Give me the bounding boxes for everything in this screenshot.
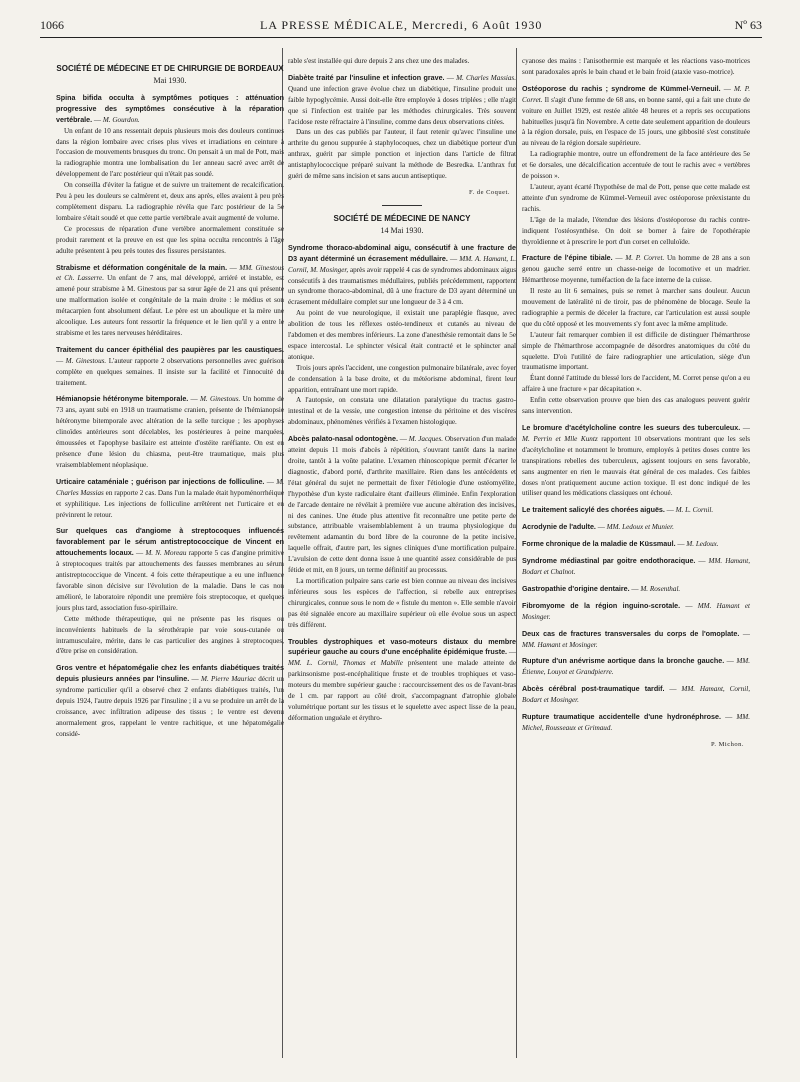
article-author: M. P. Corret.	[522, 84, 750, 104]
article: Rupture d'un anévrisme aortique dans la bronche gauche. — MM. Étienne, Louyot et Grandpierre.	[522, 657, 750, 677]
article-title: Troubles dystrophiques et vaso-moteurs distaux du membre supérieur gauche au cours d'une encéphalite épidémique fruste.	[288, 637, 516, 657]
article: Traitement du cancer épithélial des paupières par les caustiques. — M. Ginestous. L'auteur rapporte 2 observations personnelles avec guérison complète en quelques semaines. Il insiste sur la facilité et l'innocuité du traitement.	[56, 345, 284, 387]
article: Rupture traumatique accidentelle d'une hydronéphrose. — MM. Michel, Rousseaux et Grimaud.	[522, 713, 750, 732]
page-number: 1066	[40, 18, 64, 32]
paragraph: On conseilla d'éviter la fatigue et de suivre un traitement de recalcification. Peu à peu les douleurs se calmèrent et, deux ans après, elles avaient à peu près complètement disparu. La radiographie révéla que l'arc postérieur de la 5e lombaire s'était soudé et que cette partie vertébrale avait augmenté de volume.	[56, 181, 284, 222]
article-author: M. Jacques.	[408, 435, 444, 444]
article: Ostéoporose du rachis ; syndrome de Kümmel-Verneuil. — M. P. Corret. Il s'agit d'une femme de 68 ans, en bonne santé, qui a fait une chute de voiture en Juillet 1929, est restée alitée 48 heures et a repris ses occupations habituelles jusqu'à fin Novembre. A cette date seulement apparition de douleurs à la région dorsale, puis, en l'espace de 15 jours, une gibbosité s'est constituée au niveau de la région dorsale supérieure. La radiographie montre, outre un effondrement de la face antérieure des 5e et 6e dorsales, une décalcification accentuée de tout le rachis avec « vertèbres de poisson ». L'auteur, ayant écarté l'hypothèse de mal de Pott, pense que cette malade est atteinte d'un syndrome de Kümmel-Verneuil avec ostéoporose préexistante du rachis. L'âge de la malade, l'étendue des lésions d'ostéoporose du rachis contre-indiquent l'ostéosynthèse. On doit se borner à faire de l'opothérapie thyroïdienne et à prescrire le port d'un corset en celluloïde.	[522, 84, 750, 246]
paragraph: L'auteur, ayant écarté l'hypothèse de mal de Pott, pense que cette malade est atteinte d'un syndrome de Kümmel-Verneuil avec ostéoporose préexistante du rachis.	[522, 182, 750, 213]
article: Acrodynie de l'adulte. — MM. Ledoux et Munier.	[522, 523, 674, 532]
article-author: M. Rosenthal.	[640, 584, 681, 593]
article-title: Diabète traité par l'insuline et infection grave.	[288, 73, 445, 82]
session-date: Mai 1930.	[153, 76, 187, 85]
article-author: M. N. Moreau	[145, 549, 187, 558]
session-date: 14 Mai 1930.	[380, 225, 424, 235]
article: Troubles dystrophiques et vaso-moteurs distaux du membre supérieur gauche au cours d'une encéphalite épidémique fruste. — MM. L. Cornil, Thomas et Mabille présentent une malade atteinte de parkinsonisme post-encéphalitique fruste et de troubles trophiques et vaso-moteurs du membre supérieur gauche : raccourcissement des os de l'avant-bras de 1 cm. par rapport au côté droit, s'accompagnant d'atrophie globale volumétrique portant sur les tissus et le squelette avec aspect lisse de la peau, déformation unguéale et érythro-	[288, 637, 516, 722]
article-author: MM. Ginestous et Ch. Lasserre.	[56, 263, 284, 283]
article: Fracture de l'épine tibiale. — M. P. Corret. Un homme de 28 ans a son genou gauche serré entre un chasse-neige de locomotive et un madrier. Hémarthrose moyenne, tuméfaction de la face interne de la cuisse. Il reste au lit 6 semaines, puis se remet à marcher sans douleur. Aucun mouvement de latéralité ni de tiroir, pas de phénomène de blocage. Seule la radiographie a permis de déceler la fracture, car l'articulation est aussi souple que du côté opposé et les mouvements s'y font avec la même amplitude. L'auteur fait remarquer combien il est difficile de distinguer l'hémarthrose simple de l'hémarthrose accompagnée de désordres anatomiques du côté du squelette. D'où l'utilité de faire radiographier une articulation, siège d'un traumatisme important. Étant donné l'attitude du blessé lors de l'accident, M. Corret pense qu'on a eu affaire à une fracture « par décapitation ». Enfin cette observation prouve que bien des cas analogues peuvent guérir sans intervention.	[522, 254, 750, 416]
article: Syndrome médiastinal par goitre endothoracique. — MM. Hamant, Bodart et Chalnot.	[522, 557, 750, 576]
paragraph: décrit un syndrome particulier qu'il a observé chez 2 enfants diabétiques traités, l'un depuis 1924, l'autre depuis 1926 par l'insuline ; il a vu se produire un arrêt de la croissance, avec infiltration adipeuse des tissus ; le ventre est devenu anormalement gros, rappelant le ventre rachitique, et une hépatomégalie considé-	[56, 675, 284, 738]
paragraph: Étant donné l'attitude du blessé lors de l'accident, M. Corret pense qu'on a eu affaire à une fracture « par décapitation ».	[522, 374, 750, 394]
paragraph: Il s'agit d'une femme de 68 ans, en bonne santé, qui a fait une chute de voiture en Juillet 1929, est restée alitée 48 heures et a repris ses occupations habituelles jusqu'à fin Novembre. A cette date seulement apparition de douleurs à la région dorsale, puis, en l'espace de 15 jours, une gibbosité s'est constituée au niveau de la région dorsale supérieure.	[522, 95, 750, 148]
column-1	[56, 56, 284, 1056]
column-3	[522, 56, 750, 1056]
signature: F. de Coquet.	[468, 188, 510, 196]
society-heading: SOCIÉTÉ DE MÉDECINE DE NANCY	[333, 213, 471, 223]
article-author: M. Gourdon.	[102, 115, 140, 124]
paragraph: Enfin cette observation prouve que bien des cas analogues peuvent guérir sans intervention.	[522, 396, 750, 416]
header-rule	[40, 37, 762, 38]
article-author: MM. Ledoux et Munier.	[606, 523, 674, 532]
article-title: Abcès palato-nasal odontogène.	[288, 435, 398, 444]
article-author: M. Ledoux.	[686, 540, 719, 549]
paragraph: A l'autopsie, on constata une dilatation paralytique du tractus gastro-intestinal et de la vessie, une congestion intense du péritoine et des viscères abdominaux, phénomènes vérifiés à l'examen histologique.	[288, 396, 516, 427]
paragraph: Un enfant de 7 ans, mal développé, arriéré et instable, est amené pour strabisme à M. Ginestous par sa sœur âgée de 21 ans qui présente une malformation isolée et congénitale de la main droite : le médius et son métacarpien font absolument défaut. Le père est un aboulique et la mère une alcoolique. Les auteurs font ressortir la fréquence et le lien qu'il y a entre le strabisme et les tares nerveuses héréditaires.	[56, 274, 284, 337]
article	[288, 56, 516, 67]
column-divider	[516, 48, 517, 1058]
article	[522, 56, 750, 78]
article: Strabisme et déformation congénitale de la main. — MM. Ginestous et Ch. Lasserre. Un enfant de 7 ans, mal développé, arriéré et instable, est amené pour strabisme à M. Ginestous par sa sœur âgée de 21 ans qui présente une malformation isolée et congénitale de la main droite : le médius et son métacarpien font absolument défaut. Le père est un aboulique et la mère une alcoolique. Les auteurs font ressortir la fréquence et le lien qu'il y a entre le strabisme et les tares nerveuses héréditaires.	[56, 263, 284, 337]
paragraph: Observation d'un malade atteint depuis 11 mois d'abcès à répétition, s'ouvrant tantôt dans la narine droite, tantôt à la voûte palatine. L'examen rhinoscopique permit d'écarter le diagnostic, d'abord porté, d'arthrite maxillaire. Rien dans les antécédents et l'état général du sujet ne permettait de fixer l'étiologie d'une ostéomyélite, l'hypothèse d'un kyste radiculaire étant d'ailleurs éliminée. Enfin l'exploration de l'arcade dentaire ne révélait à première vue aucune altération des incisives, ni des canines. Une étude plus attentive fit reconnaître une petite perte de substance, attribuable vraisemblablement à un trauma physiologique du revêtement adamantin du bord libre de la couronne de la petite incisive, laquelle offrait, d'autre part, les signes cliniques d'une mortification pulpaire. L'avulsion de cette dent donna issue à une quantité assez considérable de pus fétide et mit, en 8 jours, un terme définitif au processus.	[288, 435, 516, 575]
article-title: Abcès cérébral post-traumatique tardif.	[522, 685, 665, 694]
article: Forme chronique de la maladie de Küssmaul. — M. Ledoux.	[522, 540, 719, 549]
article: Gros ventre et hépatomégalie chez les enfants diabétiques traités depuis plusieurs années par l'insuline. — M. Pierre Mauriac décrit un syndrome particulier qu'il a observé chez 2 enfants diabétiques traités, l'un depuis 1924, l'autre depuis 1926 par l'insuline ; il a vu se produire un arrêt de la croissance, avec infiltration adipeuse des tissus ; le ventre est devenu anormalement gros, rappelant le ventre rachitique, et une hépatomégalie considé-	[56, 664, 284, 738]
paragraph: Trois jours après l'accident, une congestion pulmonaire bilatérale, avec foyer de condensation à la base droite, et du météorisme abdominal, firent leur apparition, entraînant une mort rapide.	[288, 363, 516, 394]
article-title: Syndrome thoraco-abdominal aigu, consécutif à une fracture de D3 ayant déterminé un écrasement médullaire.	[288, 243, 516, 263]
page-header	[40, 18, 762, 36]
column-2	[288, 56, 516, 1056]
journal-title: LA PRESSE MÉDICALE, Mercredi, 6 Août 1930	[260, 18, 543, 32]
paragraph: L'auteur rapporte 2 observations personnelles avec guérison complète en quelques semaines. Il insiste sur la facilité et l'innocuité du traitement.	[56, 356, 284, 387]
article: Syndrome thoraco-abdominal aigu, consécutif à une fracture de D3 ayant déterminé un écrasement médullaire. — MM. A. Hamant, L. Cornil, M. Mosinger, après avoir rappelé 4 cas de syndromes abdominaux aigus consécutifs à des traumatismes médullaires, publiés précédemment, rapportent un syndrome thoraco-abdominal, dû à une fracture de D3 ayant déterminé un écrasement médullaire complet sur une longueur de 3 à 4 cm. Au point de vue neurologique, il existait une paraplégie flasque, avec abolition de tous les réflexes ostéo-tendineux et cutanés au niveau de l'abdomen et des membres inférieurs. La zone d'anesthésie remontait dans le 5e espace intercostal. Le sphincter vésical était contracté et le sphincter anal atonique. Trois jours après l'accident, une congestion pulmonaire bilatérale, avec foyer de condensation à la base droite, et du météorisme abdominal, firent leur apparition, entraînant une mort rapide. A l'autopsie, on constata une dilatation paralytique du tractus gastro-intestinal et de la vessie, une congestion intense du péritoine et des viscères abdominaux, phénomènes vérifiés à l'examen histologique.	[288, 243, 516, 427]
paragraph: présentent une malade atteinte de parkinsonisme post-encéphalitique fruste et de troubles trophiques et vaso-moteurs du membre supérieur gauche : raccourcissement des os de l'avant-bras de 1 cm. par rapport au côté droit, s'accompagnant d'atrophie globale volumétrique portant sur les tissus et le squelette avec aspect lisse de la peau, déformation unguéale et érythro-	[288, 659, 516, 722]
article-author: MM. Hamant, Bodart et Chalnot.	[522, 557, 750, 576]
article: Gastropathie d'origine dentaire. — M. Rosenthal.	[522, 584, 681, 593]
article-author: M. Pierre Mauriac	[201, 675, 256, 684]
article: Abcès cérébral post-traumatique tardif. — MM. Hamant, Cornil, Bodart et Mosinger.	[522, 685, 750, 705]
article-author: MM. Hamant et Mosinger.	[522, 601, 750, 621]
paragraph: Un homme de 73 ans, ayant subi en 1918 un traumatisme cranien, présente de l'hémianopsie hétéronyme bitemporale avec altération de la selle turcique ; les apophyses clinoïdes antérieures sont décelables, les postérieures à peine marquées, émoussées et l'apophyse basilaire est atteinte d'ostéite raréfiante. On est en présence d'une lésion du chiasma, peut-être traumatique, mais plus vraisemblablement néoplasique.	[56, 395, 284, 469]
society-heading: SOCIÉTÉ DE MÉDECINE ET DE CHIRURGIE DE BORDEAUX	[56, 64, 284, 73]
article-title: Le bromure d'acétylcholine contre les sueurs des tuberculeux.	[522, 424, 741, 432]
article-author: M. Charles Massias.	[456, 73, 516, 82]
article: Le bromure d'acétylcholine contre les sueurs des tuberculeux. — M. Perrin et Mlle Kuntz rapportent 10 observations montrant que les sels d'acétylcholine et notamment le bromure, employés à petites doses contre les transpirations rebelles des tuberculeux, agissent toujours en sens favorable, sans augmenter en rien le mauvais état général de ces malades. Ces faibles doses n'ont pratiquement aucune action toxique. Il est donc indiqué de les utiliser quand les médications classiques ont échoué.	[522, 424, 750, 498]
paragraph: Ce processus de réparation d'une vertèbre anormalement constituée se produit rarement et la preuve en est que les spina occulta rencontrés à l'âge adulte présentent à peu près toutes des fissures persistantes.	[56, 224, 284, 255]
article-title: Deux cas de fractures transversales du corps de l'omoplate.	[522, 629, 740, 638]
article-title: Strabisme et déformation congénitale de la main.	[56, 263, 228, 272]
article-title: Fracture de l'épine tibiale.	[522, 254, 613, 263]
article-title: Fibromyome de la région inguino-scrotale.	[522, 601, 681, 610]
article-author: M. Perrin et Mlle Kuntz	[522, 434, 598, 443]
paragraph: rapporte 5 cas d'angine primitive à streptocoques traités par attouchements des fausses membranes au sérum antistreptococcique de Vincent. 4 fois cette thérapeutique a eu une influence favorable sinon décisive sur l'évolution de la maladie. Dans le cas non amélioré, le laboratoire répondit une première fois streptocoque, et quelques jours plus tard, association fuso-spirillaire.	[56, 549, 284, 612]
article-author: M. Ginestous.	[65, 356, 107, 365]
article-title: Forme chronique de la maladie de Küssmaul.	[522, 540, 676, 549]
article: Hémianopsie hétéronyme bitemporale. — M. Ginestous. Un homme de 73 ans, ayant subi en 1918 un traumatisme cranien, présente de l'hémianopsie hétéronyme bitemporale avec altération de la selle turcique ; les apophyses clinoïdes antérieures sont décelables, les postérieures à peine marquées, émoussées et l'apophyse basilaire est atteinte d'ostéite raréfiante. On est en présence d'une lésion du chiasma, peut-être traumatique, mais plus vraisemblablement néoplasique.	[56, 395, 284, 469]
paragraph: rapportent 10 observations montrant que les sels d'acétylcholine et notamment le bromure, employés à petites doses contre les transpirations rebelles des tuberculeux, agissent toujours en sens favorable, sans augmenter en rien le mauvais état général de ces malades. Ces faibles doses n'ont pratiquement aucune action toxique. Il est donc indiqué de les utiliser quand les médications classiques ont échoué.	[522, 434, 750, 498]
signature: P. Michon.	[711, 740, 744, 748]
article: Sur quelques cas d'angiome à streptocoques influencés favorablement par le sérum antistreptococcique de Vincent en attouchements locaux. — M. N. Moreau rapporte 5 cas d'angine primitive à streptocoques traités par attouchements des fausses membranes au sérum antistreptococcique de Vincent. 4 fois cette thérapeutique a eu une influence favorable sinon décisive sur l'évolution de la maladie. Dans le cas non amélioré, le laboratoire répondit une première fois streptocoque, et quelques jours plus tard, association fuso-spirillaire. Cette méthode thérapeutique, qui ne présente pas les risques ou inconvénients habituels de la sérothérapie par voie sous-cutanée ou intramusculaire, mérite, dans le cas particulier des angines à streptocoques, d'être prise en considération.	[56, 527, 284, 656]
article-author: MM. Étienne, Louyot et Grandpierre.	[522, 657, 750, 677]
article-title: Sur quelques cas d'angiome à streptocoques influencés favorablement par le sérum antistreptococcique de Vincent en attouchements locaux.	[56, 527, 284, 558]
article-title: Traitement du cancer épithélial des paupières par les caustiques.	[56, 345, 284, 354]
paragraph: cyanose des mains : l'anisothermie est marquée et les réactions vaso-motrices sont paradoxales après le bain chaud et le bain froid (ataxie vaso-motrice).	[522, 57, 750, 76]
paragraph: rable s'est installée qui dure depuis 2 ans chez une des malades.	[288, 57, 470, 65]
article-title: Gros ventre et hépatomégalie chez les enfants diabétiques traités depuis plusieurs années par l'insuline.	[56, 664, 284, 684]
paragraph: Un enfant de 10 ans ressentait depuis plusieurs mois des douleurs continues dans la région lombaire avec crises plus vives et irradiations en ceinture à l'occasion de mouvements brusques du tronc. On pensait à un mal de Pott, mais la radiographie montra une lombalisation du 1er anneau sacré avec arrêt de développement de l'arc postérieur qui n'était pas soudé.	[56, 126, 284, 179]
paragraph: L'auteur fait remarquer combien il est difficile de distinguer l'hémarthrose simple de l'hémarthrose accompagnée de désordres anatomiques du côté du squelette. D'où l'utilité de faire radiographier une articulation, siège d'un traumatisme important.	[522, 330, 750, 372]
article-title: Rupture traumatique accidentelle d'une hydronéphrose.	[522, 713, 721, 722]
article-author: MM. Michel, Rousseaux et Grimaud.	[522, 713, 750, 732]
paragraph: La mortification pulpaire sans carie est bien connue au niveau des incisives inférieures sous les espèces de l'affection, si rebelle aux entreprises chirurgicales, connue sous le nom de « fistule du menton ». Elle semble n'avoir pas été signalée encore au maxillaire supérieur où elle évolue sous un aspect très différent.	[288, 576, 516, 629]
article-title: Le traitement salicylé des chorées aiguës.	[522, 506, 665, 515]
issue-number: Nº 63	[734, 18, 762, 32]
article-author: MM. Hamant et Mosinger.	[522, 640, 598, 649]
article-title: Syndrome médiastinal par goitre endothoracique.	[522, 557, 696, 566]
paragraph: Un homme de 28 ans a son genou gauche serré entre un chasse-neige de locomotive et un madrier. Hémarthrose moyenne, tuméfaction de la face interne de la cuisse.	[522, 254, 750, 285]
paragraph: La radiographie montre, outre un effondrement de la face antérieure des 5e et 6e dorsales, une décalcification accentuée de tout le rachis avec « vertèbres de poisson ».	[522, 150, 750, 181]
article-author: MM. Hamant, Cornil, Bodart et Mosinger.	[522, 685, 750, 705]
article: Diabète traité par l'insuline et infection grave. — M. Charles Massias. Quand une infection grave évolue chez un diabétique, l'insuline produit une faible hypoglycémie. Aussi doit-elle être employée à doses triplées ; elle n'agit que si l'infection est traitée par les méthodes chirurgicales. Très souvent l'acidose reste réfractaire à l'insuline, comme dans deux observations citées. Dans un des cas publiés par l'auteur, il faut retenir qu'avec l'insuline une arthrite du genou suppurée à staphylocoques, chez un diabétique porteur d'un anthrax, guérit par simple ponction et injection dans l'article de filtrat antistaphylococcique préparé suivant la méthode de Besredka. L'anthrax fut guéri de même sans incision et sans aucun antiseptique.	[288, 73, 516, 181]
article-author: MM. L. Cornil, Thomas et Mabille	[288, 659, 403, 668]
article-title: Rupture d'un anévrisme aortique dans la bronche gauche.	[522, 657, 725, 666]
paragraph: Au point de vue neurologique, il existait une paraplégie flasque, avec abolition de tous les réflexes ostéo-tendineux et cutanés au niveau de l'abdomen et des membres inférieurs. La zone d'anesthésie remontait dans le 5e espace intercostal. Le sphincter vésical était contracté et le sphincter anal atonique.	[288, 309, 516, 361]
paragraph: après avoir rappelé 4 cas de syndromes abdominaux aigus consécutifs à des traumatismes médullaires, publiés précédemment, rapportent un syndrome thoraco-abdominal, dû à une fracture de D3 ayant déterminé un écrasement médullaire complet sur une longueur de 3 à 4 cm.	[288, 265, 516, 307]
paragraph: Dans un des cas publiés par l'auteur, il faut retenir qu'avec l'insuline une arthrite du genou suppurée à staphylocoques, chez un diabétique porteur d'un anthrax, guérit par simple ponction et injection dans l'article de filtrat antistaphylococcique préparé suivant la méthode de Besredka. L'anthrax fut guéri de même sans incision et sans aucun antiseptique.	[288, 128, 516, 181]
paragraph: Quand une infection grave évolue chez un diabétique, l'insuline produit une faible hypoglycémie. Aussi doit-elle être employée à doses triplées ; elle n'agit que si l'infection est traitée par les méthodes chirurgicales. Très souvent l'acidose reste réfractaire à l'insuline, comme dans deux observations citées.	[288, 84, 516, 126]
article-title: Acrodynie de l'adulte.	[522, 523, 596, 532]
article: Deux cas de fractures transversales du corps de l'omoplate. — MM. Hamant et Mosinger.	[522, 629, 750, 649]
article: Urticaire cataméniale ; guérison par injections de folliculine. — M. Charles Massias en rapporte 2 cas. Dans l'un la malade était hypoménorrhéique et syphilitique. Les injections de folliculine arrêtèrent net l'urticaire et en prévinrent le retour.	[56, 477, 284, 519]
article-author: M. P. Corret.	[625, 254, 665, 263]
article-author: M. L. Cornil.	[675, 506, 714, 515]
paragraph: L'âge de la malade, l'étendue des lésions d'ostéoporose du rachis contre-indiquent l'ostéosynthèse. On doit se borner à faire de l'opothérapie thyroïdienne et à prescrire le port d'un corset en celluloïde.	[522, 215, 750, 246]
article-author: MM. A. Hamant, L. Cornil, M. Mosinger,	[288, 254, 516, 274]
paragraph: en rapporte 2 cas. Dans l'un la malade était hypoménorrhéique et syphilitique. Les injections de folliculine arrêtèrent net l'urticaire et en prévinrent le retour.	[56, 488, 284, 519]
article: Le traitement salicylé des chorées aiguës. — M. L. Cornil.	[522, 506, 714, 515]
paragraph: Il reste au lit 6 semaines, puis se remet à marcher sans douleur. Aucun mouvement de latéralité ni de tiroir, pas de phénomène de blocage. Seule la radiographie a permis de déceler la fracture, car l'articulation est aussi souple que du côté opposé et les mouvements s'y font avec la même amplitude.	[522, 287, 750, 328]
article: Fibromyome de la région inguino-scrotale. — MM. Hamant et Mosinger.	[522, 601, 750, 621]
article: Abcès palato-nasal odontogène. — M. Jacques. Observation d'un malade atteint depuis 11 mois d'abcès à répétition, s'ouvrant tantôt dans la narine droite, tantôt à la voûte palatine. L'examen rhinoscopique permit d'écarter le diagnostic, d'abord porté, d'arthrite maxillaire. Rien dans les antécédents et l'état général du sujet ne permettait de fixer l'étiologie d'une ostéomyélite, l'hypothèse d'un kyste radiculaire étant d'ailleurs éliminée. Enfin l'exploration de l'arcade dentaire ne révélait à première vue aucune altération des incisives, ni des canines. Une étude plus attentive fit reconnaître une petite perte de substance, attribuable vraisemblablement à un trauma physiologique du revêtement adamantin du bord libre de la couronne de la petite incisive, laquelle offrait, d'autre part, les signes cliniques d'une mortification pulpaire. L'avulsion de cette dent donna issue à une quantité assez considérable de pus fétide et mit, en 8 jours, un terme définitif au processus. La mortification pulpaire sans carie est bien connue au niveau des incisives inférieures sous les espèces de l'affection, si rebelle aux entreprises chirurgicales, connue sous le nom de « fistule du menton ». Elle semble n'avoir pas été signalée encore au maxillaire supérieur où elle évolue sous un aspect très différent.	[288, 435, 516, 629]
article-title: Hémianopsie hétéronyme bitemporale.	[56, 395, 189, 404]
article-title: Gastropathie d'origine dentaire.	[522, 584, 630, 593]
paragraph: Cette méthode thérapeutique, qui ne présente pas les risques ou inconvénients habituels de la sérothérapie par voie sous-cutanée ou intramusculaire, mérite, dans le cas particulier des angines à streptocoques, d'être prise en considération.	[56, 614, 284, 656]
article-author: M. Ginestous.	[199, 395, 241, 404]
article-title: Urticaire cataméniale ; guérison par injections de folliculine.	[56, 477, 265, 486]
section-rule	[382, 205, 422, 206]
article: Spina bifida occulta à symptômes potiques : atténuation progressive des symptômes consécutive à la réparation vertébrale. — M. Gourdon. Un enfant de 10 ans ressentait depuis plusieurs mois des douleurs continues dans la région lombaire avec crises plus vives et irradiations en ceinture à l'occasion de mouvements brusques du tronc. On pensait à un mal de Pott, mais la radiographie montra une lombalisation du 1er anneau sacré avec arrêt de développement de l'arc postérieur qui n'était pas soudé. On conseilla d'éviter la fatigue et de suivre un traitement de recalcification. Peu à peu les douleurs se calmèrent et, deux ans après, elles avaient à peu près complètement disparu. La radiographie révéla que l'arc postérieur de la 5e lombaire s'était soudé et que cette partie vertébrale avait augmenté de volume. Ce processus de réparation d'une vertèbre anormalement constituée se produit rarement et la preuve en est que les spina occulta rencontrés à l'âge adulte présentent à peu près toutes des fissures persistantes.	[56, 93, 284, 255]
article-title: Ostéoporose du rachis ; syndrome de Kümmel-Verneuil.	[522, 84, 721, 93]
article-author: M. Charles Massias	[56, 477, 284, 497]
article-title: Spina bifida occulta à symptômes potiques : atténuation progressive des symptômes consécutive à la réparation vertébrale.	[56, 93, 284, 124]
